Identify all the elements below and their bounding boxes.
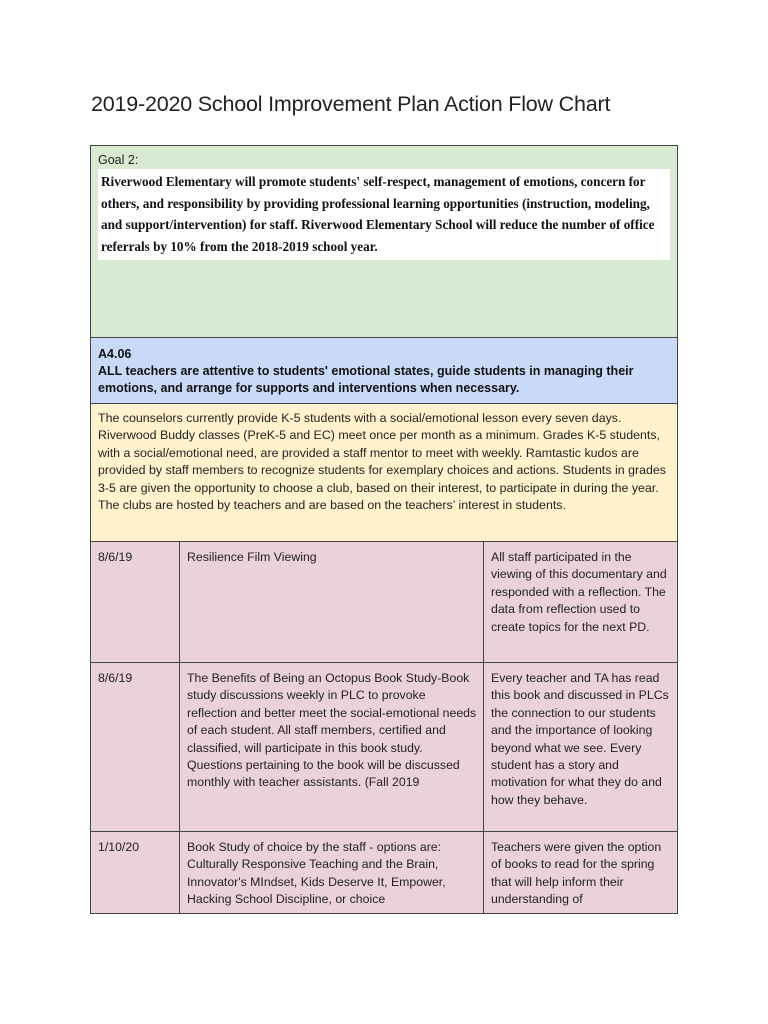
action-flow-table <box>90 145 678 914</box>
indicator-statement: ALL teachers are attentive to students' emotional states, guide students in managing their emotions, and arrange for supports and interventions when necessary. <box>98 364 634 395</box>
document-title: 2019-2020 School Improvement Plan Action Flow Chart <box>91 92 611 116</box>
action-date: 8/6/19 <box>91 663 180 831</box>
indicator-code: A4.06 <box>98 347 132 361</box>
action-evidence: All staff participated in the viewing of this documentary and responded with a reflection. The data from reflection used to create topics for the next PD. <box>491 550 667 634</box>
action-activity: Resilience Film Viewing <box>180 542 484 662</box>
current-practice-summary: The counselors currently provide K-5 students with a social/emotional lesson every seven days. Riverwood Buddy classes (PreK-5 and EC) meet once per month as a minimum. Grades K-5 students, with a social/emotional need, are provided a staff mentor to meet with weekly. Ramtastic kudos are provided by staff members to recognize students for exemplary choices and actions. Students in grades 3-5 are given the opportunity to choose a club, based on their interest, to participate in during the year. The clubs are hosted by teachers and are based on the teachers’ interest in students. <box>91 404 677 542</box>
action-activity: Book Study of choice by the staff - options are: Culturally Responsive Teaching and the Brain, Innovator's MIndset, Kids Deserve It, Empower, Hacking School Discipline, or choice <box>180 832 484 913</box>
action-date: 8/6/19 <box>91 542 180 662</box>
indicator-section <box>91 338 677 404</box>
action-date: 1/10/20 <box>91 832 180 913</box>
goal-label: Goal 2: <box>98 153 139 167</box>
goal-section <box>91 146 677 338</box>
action-evidence: Teachers were given the option of books to read for the spring that will help inform their understanding of <box>491 840 662 907</box>
table-row <box>91 663 677 832</box>
table-row <box>91 832 677 913</box>
goal-statement: Riverwood Elementary will promote students' self-respect, management of emotions, concern for others, and responsibility by providing professional learning opportunities (instruction, modeling, and support/intervention) for staff. Riverwood Elementary School will reduce the number of office referrals by 10% from the 2018-2019 school year. <box>98 169 670 260</box>
action-evidence: Every teacher and TA has read this book and discussed in PLCs the connection to our students and the importance of looking beyond what we see. Every student has a story and motivation for what they do and how they behave. <box>491 671 669 807</box>
action-activity: The Benefits of Being an Octopus Book Study-Book study discussions weekly in PLC to provoke reflection and better meet the social-emotional needs of each student. All staff members, certified and classified, will participate in this book study. Questions pertaining to the book will be discussed monthly with teacher assistants. (Fall 2019 <box>180 663 484 831</box>
table-row <box>91 542 677 663</box>
